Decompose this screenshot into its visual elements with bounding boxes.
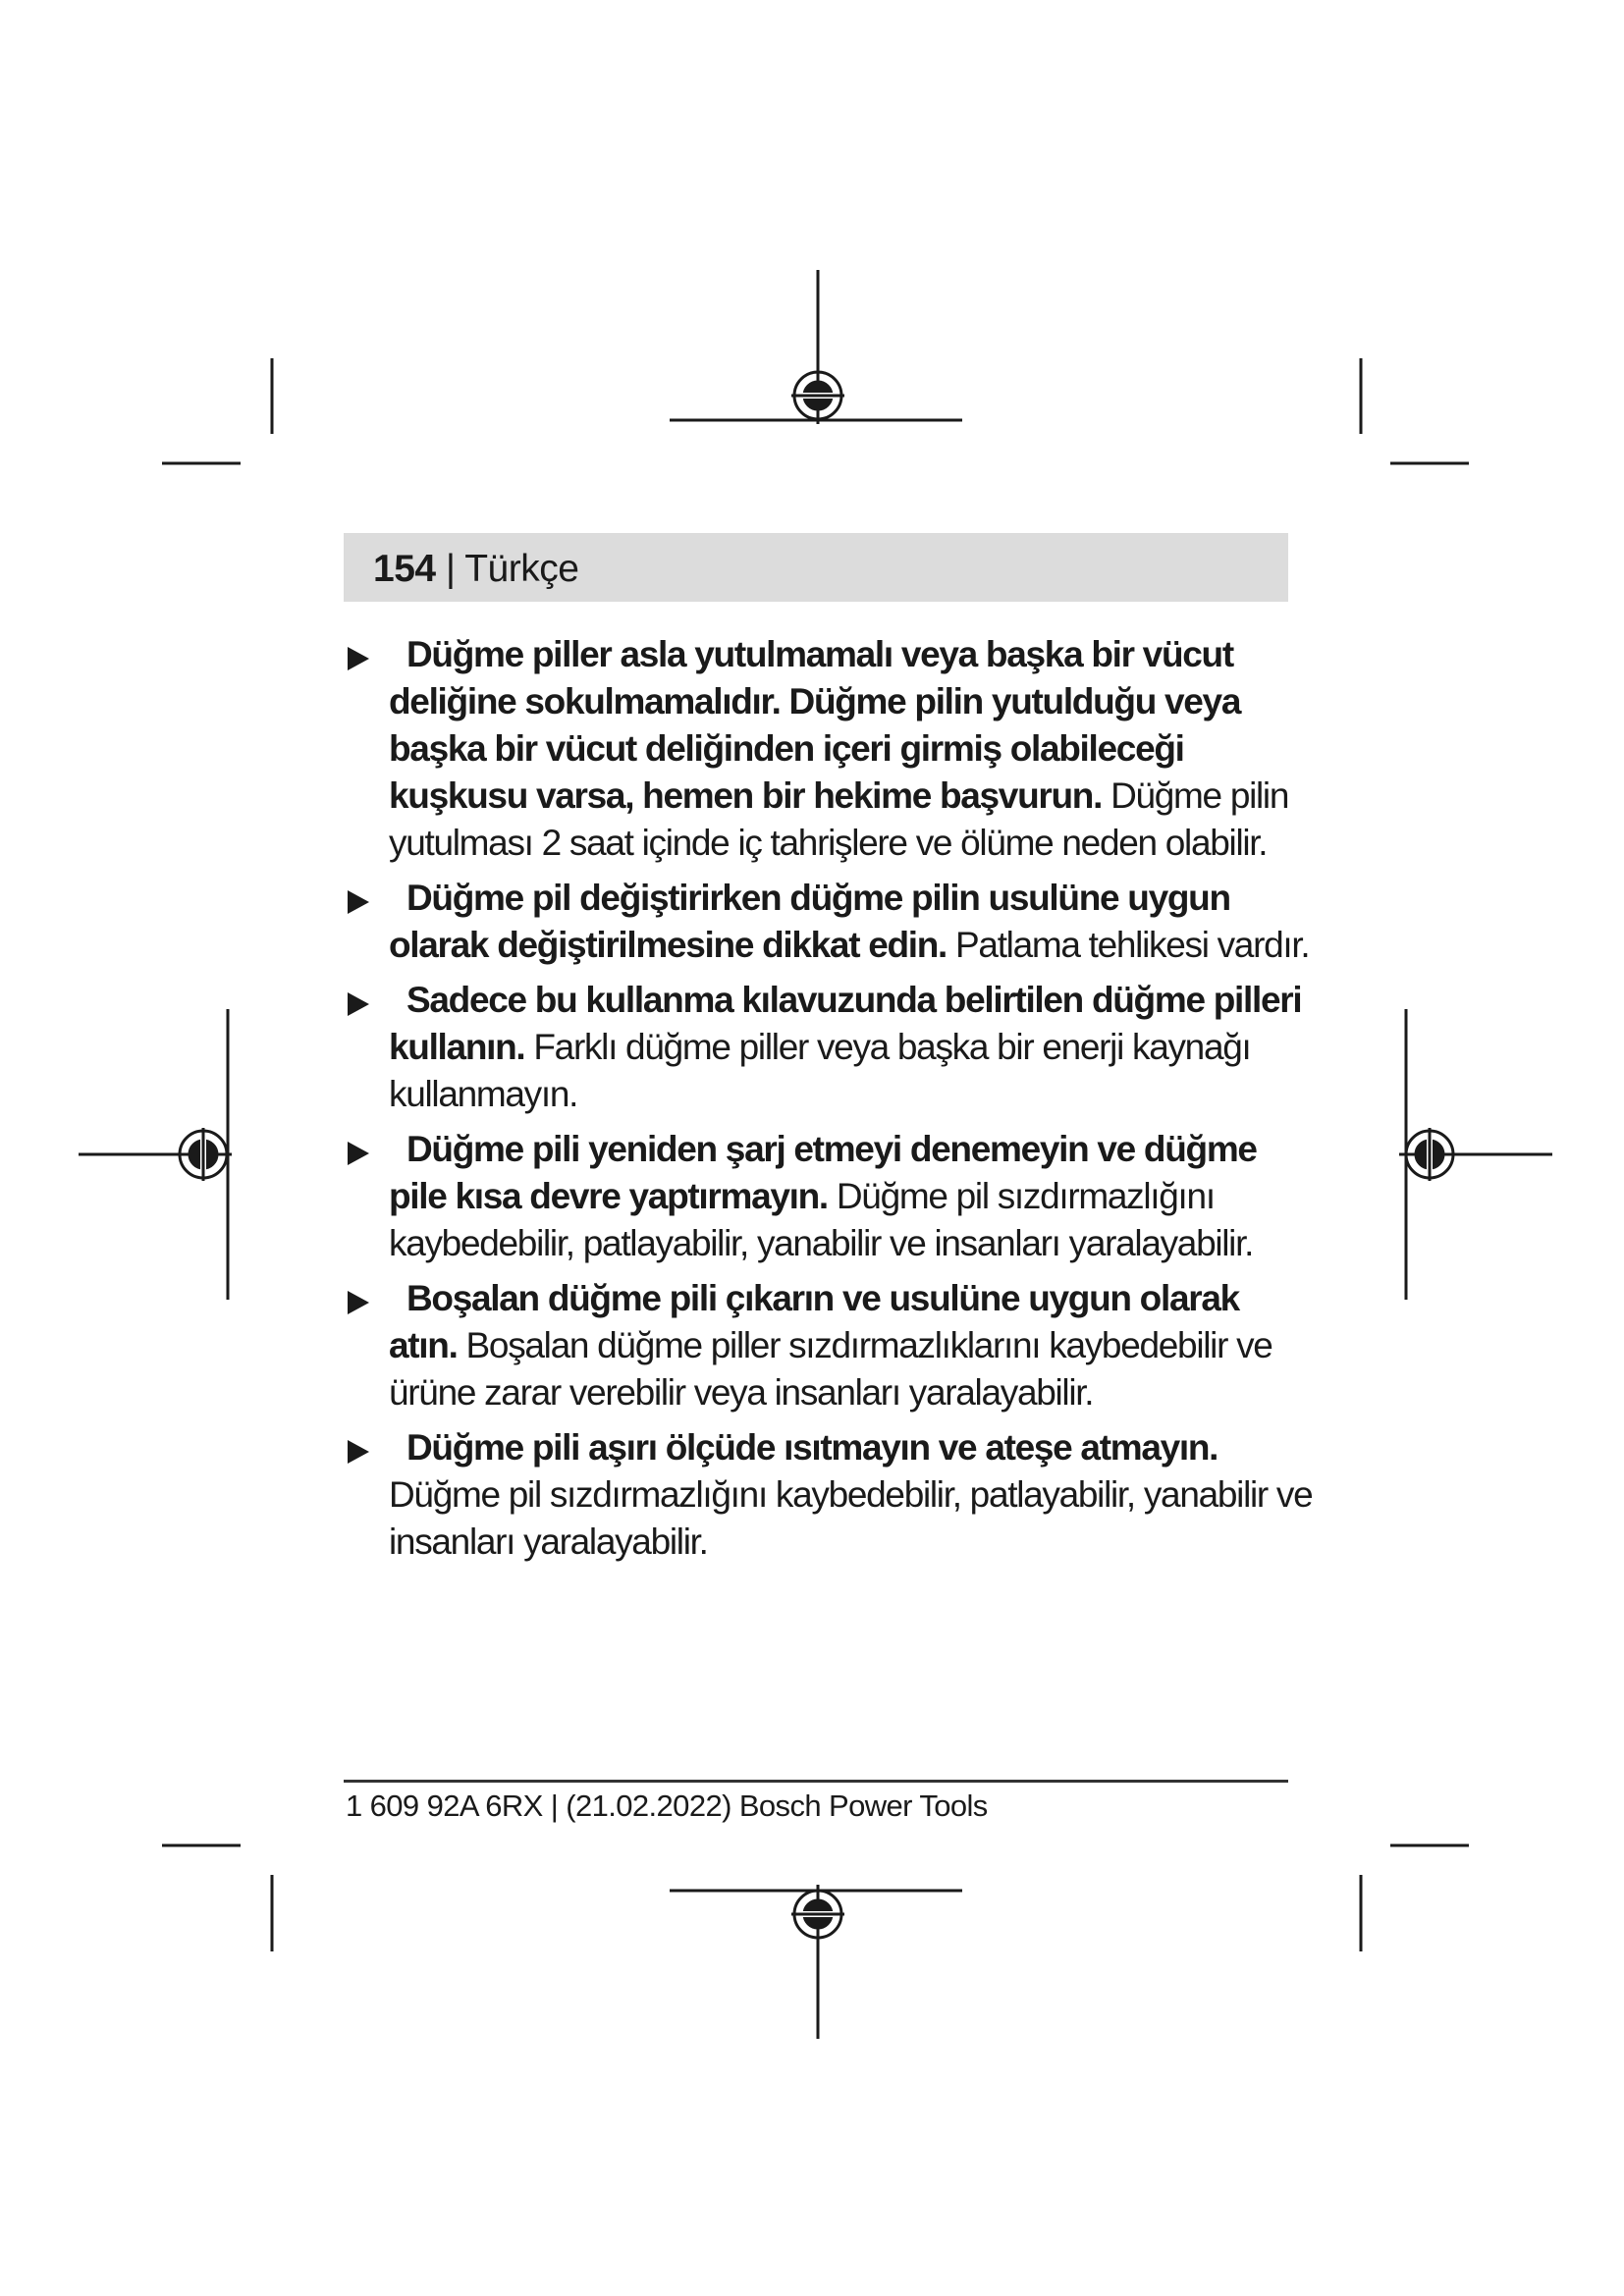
header-separator: | — [445, 548, 456, 590]
warning-bold-text: Düğme pili yeniden şarj etmeyi denemeyin ve düğme pile kısa devre yaptırmayın. — [389, 1129, 1257, 1216]
warning-body-text: Düğme pilin yutulması 2 saat içinde iç tahrişlere ve ölüme neden olabilir. — [389, 775, 1289, 863]
bullet-triangle-icon — [348, 1142, 369, 1165]
page-footer: 1 609 92A 6RX | (21.02.2022) Bosch Power Tools — [346, 1789, 988, 1823]
bullet-triangle-icon — [348, 647, 369, 670]
warning-item — [346, 1126, 1313, 1267]
warning-bold-text: Düğme piller asla yutulmamalı veya başka bir vücut deliğine sokulmamalıdır. Düğme pilin yutulduğu veya başka bir vücut deliğinden içeri girmiş olabileceği kuşkusu varsa, hemen bir hekime başvurun. — [389, 634, 1241, 816]
warning-body-text: Düğme pil sızdırmazlığını kaybedebilir, patlayabilir, yanabilir ve insanları yaralayabilir. — [389, 1474, 1313, 1562]
warning-bold-text: Sadece bu kullanma kılavuzunda belirtilen düğme pilleri kullanın. — [389, 980, 1302, 1067]
registration-mark-left — [79, 1009, 232, 1300]
bullet-triangle-icon — [348, 1291, 369, 1314]
warning-body-text: Düğme pil sızdırmazlığını kaybedebilir, patlayabilir, yanabilir ve insanları yaralayabilir. — [389, 1176, 1254, 1263]
header-language: Türkçe — [464, 548, 579, 590]
warning-bold-text: Düğme pili aşırı ölçüde ısıtmayın ve ateşe atmayın. — [406, 1427, 1218, 1468]
page-number: 154 — [373, 548, 436, 590]
warning-body-text: Boşalan düğme piller sızdırmazlıklarını kaybedebilir ve ürüne zarar verebilir veya insanları yaralayabilir. — [389, 1325, 1272, 1413]
bullet-triangle-icon — [348, 992, 369, 1016]
footer-rule — [344, 1780, 1288, 1783]
warning-item — [346, 631, 1313, 867]
warning-body-text: Farklı düğme piller veya başka bir enerji kaynağı kullanmayın. — [389, 1027, 1251, 1114]
warning-list — [346, 631, 1313, 1574]
warning-item — [346, 977, 1313, 1118]
page-header — [373, 548, 578, 591]
warning-item — [346, 1424, 1313, 1566]
warning-body-text: Patlama tehlikesi vardır. — [955, 925, 1310, 965]
bullet-triangle-icon — [348, 890, 369, 914]
warning-bold-text: Düğme pil değiştirirken düğme pilin usulüne uygun olarak değiştirilmesine dikkat edin. — [389, 878, 1230, 965]
warning-item — [346, 875, 1313, 969]
registration-mark-top — [670, 270, 962, 424]
warning-item — [346, 1275, 1313, 1416]
registration-mark-right — [1399, 1009, 1552, 1300]
warning-bold-text: Boşalan düğme pili çıkarın ve usulüne uygun olarak atın. — [389, 1278, 1239, 1365]
registration-mark-bottom — [670, 1885, 962, 2039]
bullet-triangle-icon — [348, 1440, 369, 1464]
